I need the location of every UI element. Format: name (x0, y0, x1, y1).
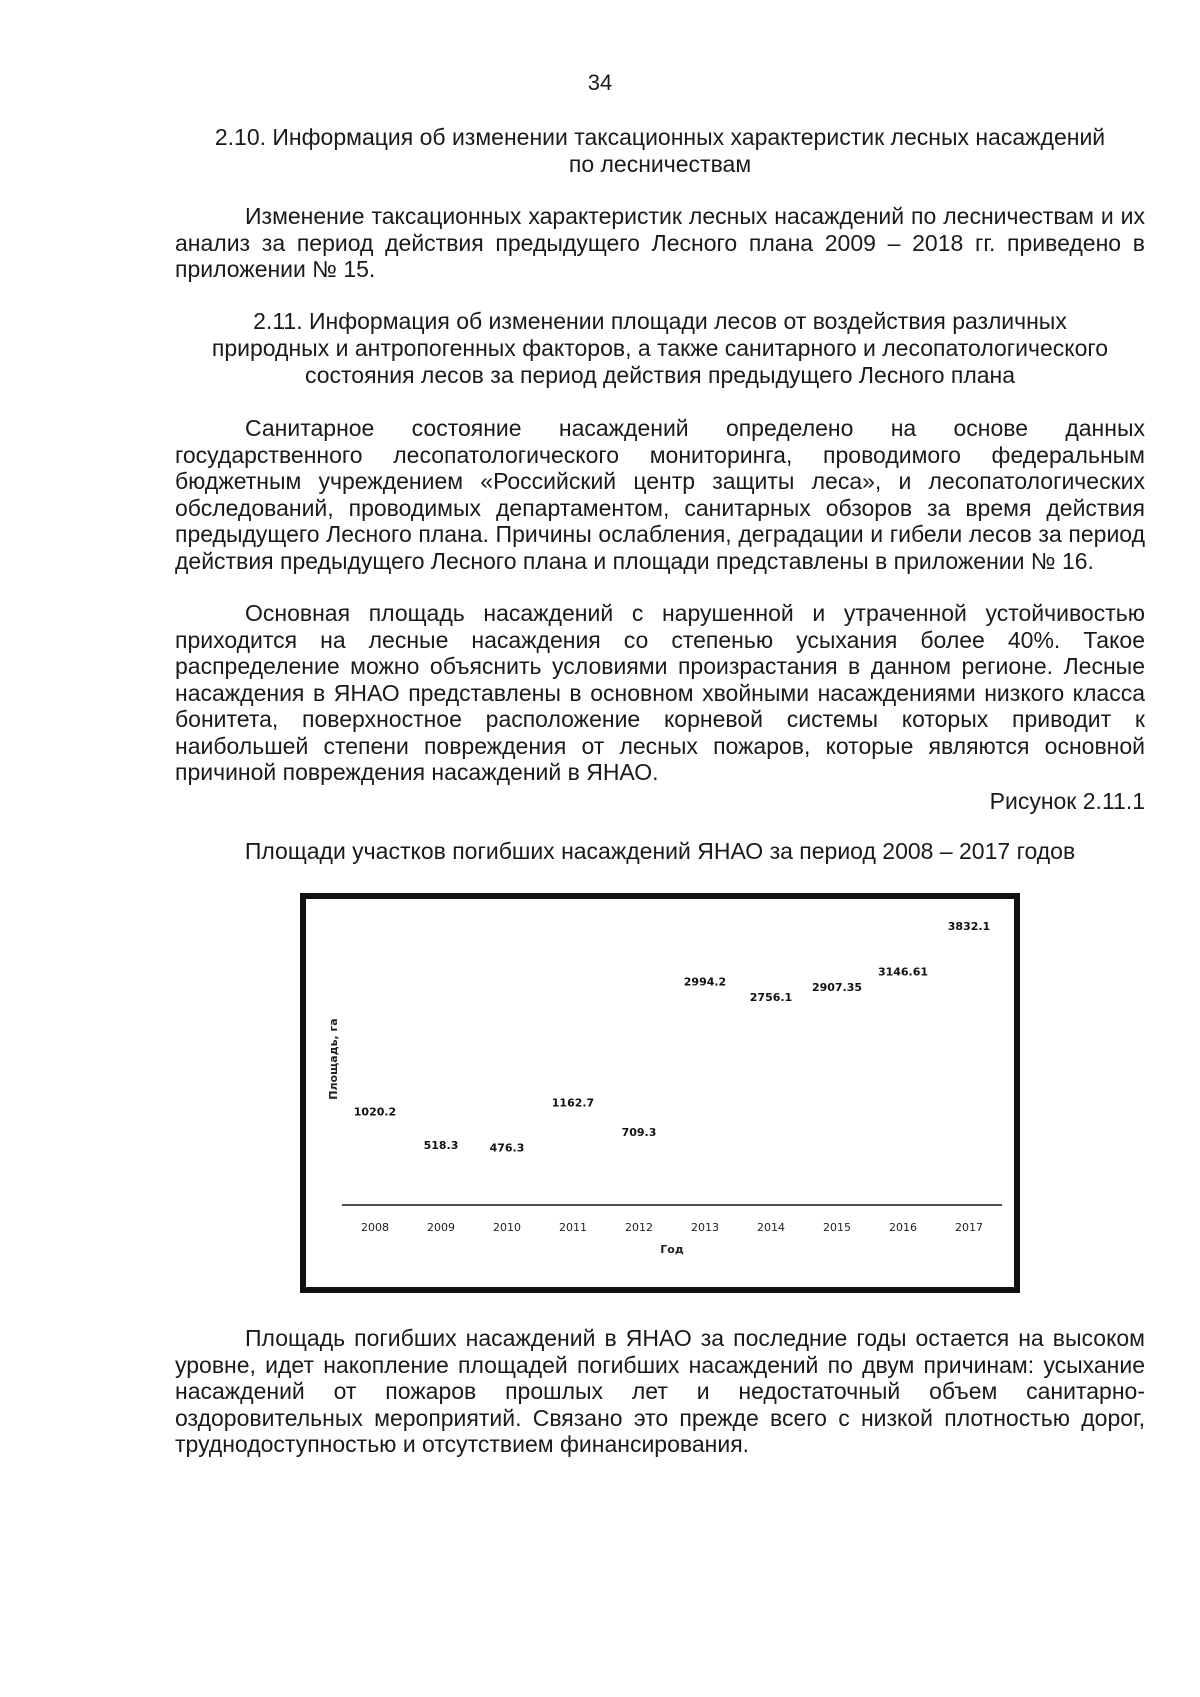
section-2-10-heading-line1: 2.10. Информация об изменении таксационных характеристик лесных насаждений (214, 124, 1106, 150)
value-label-2014: 2756.1 (749, 991, 793, 1005)
x-tick-2011: 2011 (559, 1221, 587, 1234)
section-2-11-heading-line3: состояния лесов за период действия предыдущего Лесного плана (304, 362, 1016, 388)
value-label-2009: 518.3 (423, 1138, 459, 1152)
value-label-2013: 2994.2 (683, 975, 727, 989)
bar-2010 (483, 1160, 531, 1191)
bar-2012 (615, 1144, 663, 1191)
x-tick-2014: 2014 (757, 1221, 785, 1234)
section-2-10-heading (175, 124, 1145, 178)
bar-chart (306, 899, 1014, 1287)
y-axis-label: Площадь, га (327, 1018, 340, 1100)
value-label-2011: 1162.7 (551, 1096, 595, 1110)
section-2-10-heading-line2: по лесничествам (568, 151, 752, 177)
section-2-11-heading-line2: природных и антропогенных факторов, а также санитарного и лесопатологического (211, 335, 1109, 361)
section-2-11-heading (175, 308, 1145, 389)
x-tick-2013: 2013 (691, 1221, 719, 1234)
chart-frame (300, 893, 1020, 1293)
bar-2008 (351, 1124, 399, 1191)
closing-paragraph: Площадь погибших насаждений в ЯНАО за последние годы остается на высоком уровне, идет накопление площадей погибших насаждений по двум причинам: усыхание насаждений от пожаров прошлых лет и недостаточный объем санитарно-оздоровительных мероприятий. Связано это прежде всего с низкой плотностью дорог, труднодоступностью и отсутствием финансирования. (175, 1325, 1145, 1457)
section-2-11-paragraph-1: Санитарное состояние насаждений определено на основе данных государственного лесопатологического мониторинга, проводимого федеральным бюджетным учреждением «Российский центр защиты леса», и лесопатологических обследований, проводимых департаментом, санитарных обзоров за время действия предыдущего Лесного плана. Причины ослабления, деградации и гибели лесов за период действия предыдущего Лесного плана и площади представлены в приложении № 16. (175, 415, 1145, 574)
bar-2011 (549, 1114, 597, 1191)
value-label-2015: 2907.35 (811, 981, 863, 995)
value-label-2008: 1020.2 (353, 1105, 397, 1119)
x-tick-2016: 2016 (889, 1221, 917, 1234)
bar-2015 (813, 999, 861, 1191)
figure-title: Площади участков погибших насаждений ЯНАО за период 2008 – 2017 годов (244, 838, 1076, 864)
value-label-2017: 3832.1 (947, 920, 991, 934)
x-axis-label: Год (660, 1243, 684, 1256)
bar-2017 (945, 938, 993, 1191)
x-tick-labels (361, 1221, 983, 1234)
section-2-11-heading-line1: 2.11. Информация об изменении площади лесов от воздействия различных (253, 308, 1067, 334)
bar-2014 (747, 1009, 795, 1191)
x-tick-2008: 2008 (361, 1221, 389, 1234)
x-tick-2012: 2012 (625, 1221, 653, 1234)
x-tick-2010: 2010 (493, 1221, 521, 1234)
value-label-2010: 476.3 (489, 1141, 525, 1155)
figure-label: Рисунок 2.11.1 (989, 788, 1145, 814)
x-tick-2009: 2009 (427, 1221, 455, 1234)
bar-2013 (681, 993, 729, 1191)
bar-2009 (417, 1157, 465, 1191)
section-2-10-paragraph: Изменение таксационных характеристик лесных насаждений по лесничествам и их анализ за период действия предыдущего Лесного плана 2009 – 2018 гг. приведено в приложении № 15. (175, 203, 1145, 282)
page-number: 34 (587, 70, 613, 95)
section-2-11-paragraph-2: Основная площадь насаждений с нарушенной и утраченной устойчивостью приходится на лесные насаждения со степенью усыхания более 40%. Такое распределение можно объяснить условиями произрастания в данном регионе. Лесные насаждения в ЯНАО представлены в основном хвойными насаждениями низкого класса бонитета, поверхностное расположение корневой системы которых приводит к наибольшей степени повреждения от лесных пожаров, которые являются основной причиной повреждения насаждений в ЯНАО. (175, 600, 1145, 785)
x-tick-2017: 2017 (955, 1221, 983, 1234)
value-label-2016: 3146.61 (877, 965, 929, 979)
x-tick-2015: 2015 (823, 1221, 851, 1234)
bar-2016 (879, 983, 927, 1191)
value-label-2012: 709.3 (621, 1126, 657, 1140)
